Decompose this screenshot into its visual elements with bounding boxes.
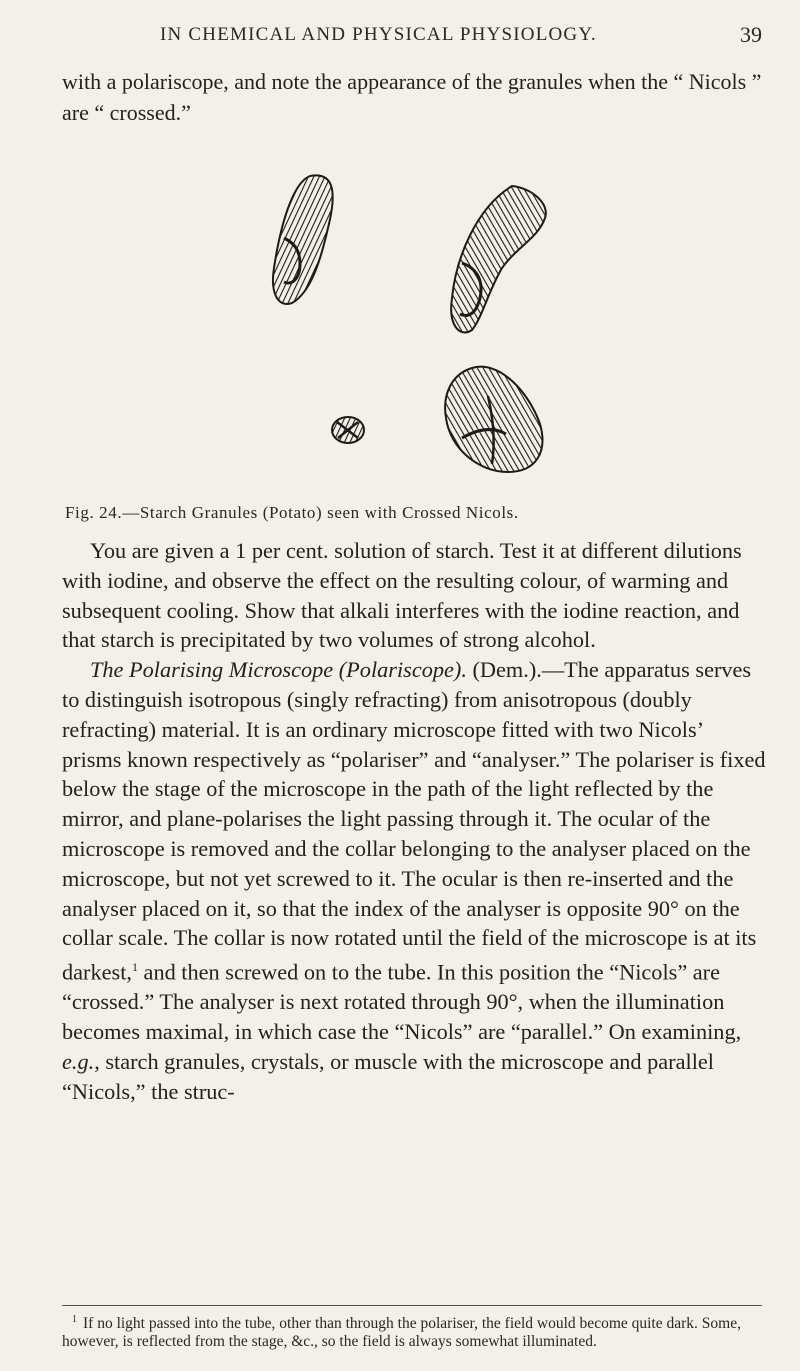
section-heading: The Polarising Microscope (Polariscope). bbox=[90, 657, 467, 683]
intro-paragraph: with a polariscope, and note the appearance of the granules when the “ Nicols ” are “ crossed.” bbox=[62, 69, 762, 125]
granule-lower-right bbox=[445, 367, 542, 472]
footnote-reference: 1 bbox=[131, 960, 138, 975]
footnote-text: If no light passed into the tube, other than through the polariser, the field would become quite dark. Some, however, is reflected from the stage, &c., so the field is always somewhat illuminated. bbox=[62, 1315, 741, 1351]
paragraph-text-a: (Dem.).—The apparatus serves to distinguish isotropous (singly refracting) from anisotropous (doubly refracting) material. It is an ordinary microscope fitted with two Nicols’ prisms known respectively as “polariser” and “analyser.” The polariser is fixed below the stage of the microscope in the path of the light reflected by the mirror, and plane-polarises the light passing through it. The ocular of the microscope is removed and the collar belonging to the analyser placed on the microscope, but not yet screwed to it. The ocular is then re-inserted and the analyser placed on it, so that the index of the analyser is opposite 90° on the collar scale. The collar is now rotated until the field of the microscope is at its darkest, bbox=[62, 657, 766, 985]
starch-granules-illustration bbox=[240, 168, 570, 488]
paragraph-starch-test: You are given a 1 per cent. solution of starch. Test it at different dilutions with iodine, and observe the effect on the resulting colour, of warming and subsequent cooling. Show that alkali interferes with the iodine reaction, and that starch is precipitated by two volumes of strong alcohol. bbox=[62, 538, 742, 653]
starch-granules-figure bbox=[240, 168, 570, 488]
granule-small bbox=[332, 417, 364, 443]
footnote-mark: 1 bbox=[72, 1314, 77, 1325]
running-head bbox=[60, 10, 762, 50]
body-text bbox=[62, 536, 767, 1107]
granule-upper-left bbox=[273, 175, 333, 304]
paragraph-text-b: and then screwed on to the tube. In this position the “Nicols” are “crossed.” The analyser is next rotated through 90°, when the illumination becomes maximal, in which case the “Nicols” are “parallel.” On examining, bbox=[62, 959, 742, 1045]
figure-caption: Fig. 24.—Starch Granules (Potato) seen with Crossed Nicols. bbox=[65, 503, 519, 522]
paragraph-polariscope bbox=[62, 655, 767, 1106]
granule-upper-right bbox=[451, 186, 546, 332]
paragraph-text-c: , starch granules, crystals, or muscle with the microscope and parallel “Nicols,” the struc- bbox=[62, 1048, 714, 1104]
abbreviation-eg: e.g. bbox=[62, 1048, 95, 1074]
page-number: 39 bbox=[740, 22, 762, 47]
footnote bbox=[62, 1311, 764, 1351]
footnote-divider bbox=[62, 1305, 762, 1306]
running-title: IN CHEMICAL AND PHYSICAL PHYSIOLOGY. bbox=[160, 24, 597, 45]
